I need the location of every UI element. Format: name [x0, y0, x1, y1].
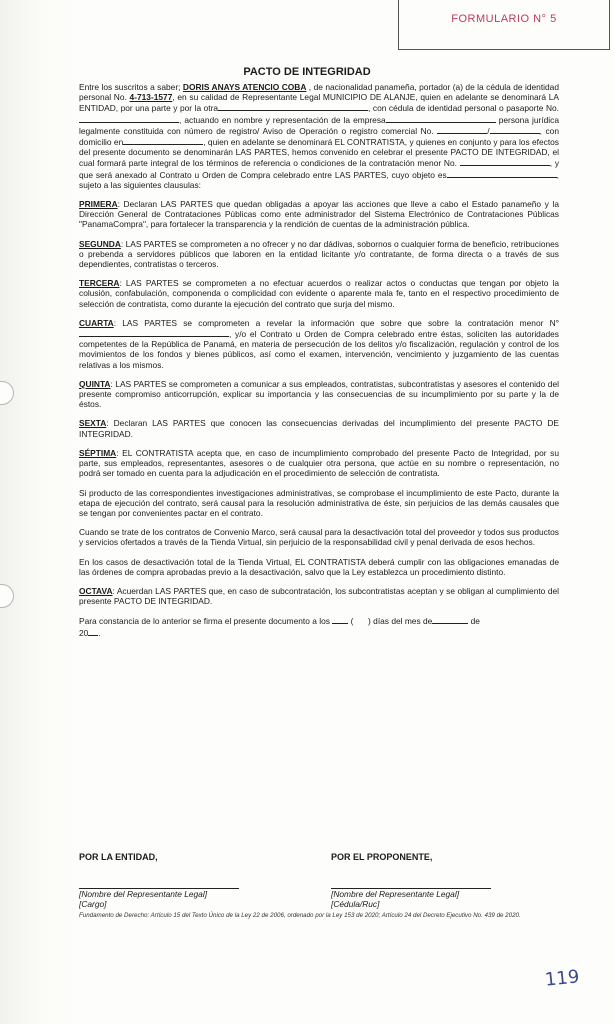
clause-text: : LAS PARTES se comprometen a no ofrecer y no dar dádivas, sobornos o cualquier forma de beneficio, retribuciones o prebenda a servidores públicos que laboren en la entidad licitante y/o contratante, de forma directa o a través de sus dependientes, contratistas o terceros.	[79, 238, 559, 270]
clause-text: : LAS PARTES se comprometen a no efectuar acuerdos o realizar actos o conductas que tengan por objeto la colusión, confabulación, componenda o complicidad con evidente o aparente mala fe, tanto en el respectivo procedimiento de selección de contratista, como durante la ejecución del contrato que surja del mismo.	[79, 278, 559, 309]
clause-text: : EL CONTRATISTA acepta que, en caso de incumplimiento comprobado del presente Pacto de Integridad, por su parte, sus empleados, representantes, asesores o de cualquier otra persona, que actúe en su nombre o representación, no podrá ser tomado en cuenta para la adjudicación en el procedimiento de selección de contratista.	[79, 447, 559, 479]
blank-field[interactable]	[79, 328, 229, 337]
clause-primera	[79, 199, 559, 230]
constancia-text: .	[98, 627, 101, 638]
paragraph-convenio-marco: Cuando se trate de los contratos de Convenio Marco, será causal para la desactivación total del proveedor y todos sus productos y servicios ofertados a través de la Tienda Virtual, sin perjuicio de la responsabilidad civil y penal derivada de esos hechos.	[79, 527, 559, 548]
constancia-text: (	[350, 616, 354, 627]
blank-field[interactable]	[332, 615, 348, 624]
intro-text: /	[487, 125, 490, 136]
clause-text: : Acuerdan LAS PARTES que, en caso de subcontratación, los subcontratistas aceptan y se obligan al cumplimiento del presente PACTO DE INTEGRIDAD.	[79, 585, 559, 607]
constancia-text: Para constancia de lo anterior se firma el presente documento a los	[79, 616, 330, 627]
blank-field[interactable]	[79, 114, 179, 123]
paragraph-resolucion: Si producto de las correspondientes investigaciones administrativas, se comprobase el incumplimiento de este Pacto, durante la etapa de ejecución del contrato, será causal para la resolución administrativa de éste, sin perjuicios de las demás causales que se tengan por convenientes pactar en el contrato.	[79, 487, 559, 518]
clause-label: SEXTA	[79, 418, 107, 429]
clause-text: : Declaran LAS PARTES que quedan obligadas a apoyar las acciones que lleve a cabo el Estado panameño y la Dirección General de Contrataciones Públicas como ente administrador del Sistema Electrónico de Contrataciones Públicas "PanamaCompra", para fortalecer la transparencia y la rendición de cuentas de la administración pública.	[79, 199, 559, 230]
blank-field[interactable]	[123, 136, 203, 145]
signature-entidad	[79, 852, 239, 909]
blank-field[interactable]	[218, 102, 368, 111]
representative-cedula: 4-713-1577	[129, 92, 173, 103]
clause-label: QUINTA	[79, 378, 111, 389]
blank-field[interactable]	[460, 157, 550, 166]
signature-name-label: [Nombre del Representante Legal]	[79, 889, 208, 899]
clause-septima	[79, 448, 559, 479]
signature-heading: POR LA ENTIDAD,	[79, 852, 158, 862]
blank-field[interactable]	[432, 615, 468, 624]
clause-octava	[79, 586, 559, 606]
clause-sexta	[79, 418, 559, 438]
legal-footnote: Fundamento de Derecho: Artículo 15 del Texto Único de la Ley 22 de 2006, ordenado por la Ley 153 de 2020; Artículo 24 del Decreto Ejecutivo No. 439 de 2020.	[79, 912, 521, 919]
constancia-text: de	[470, 616, 480, 627]
clause-text: : Declaran LAS PARTES que conocen las consecuencias derivadas del incumplimiento del presente PACTO DE INTEGRIDAD.	[79, 418, 559, 439]
constancia-text: 20	[79, 627, 89, 638]
signature-id-label: [Cédula/Ruc]	[331, 899, 380, 909]
blank-field[interactable]	[437, 125, 490, 136]
clause-label: CUARTA	[79, 317, 114, 328]
constancia-text: ) días del mes de	[368, 616, 433, 627]
signature-role-label: [Cargo]	[79, 899, 107, 909]
blank-field[interactable]	[447, 169, 557, 178]
clause-tercera	[79, 278, 559, 309]
intro-text: , de nacionalidad panameña, portador (a) de la cédula de identidad personal No.	[79, 82, 559, 103]
intro-paragraph	[79, 82, 559, 190]
clause-text: , y/o el Contrato u Orden de Compra celebrado entre éstas, soliciten las autoridades competentes de la República de Panamá, en materia de persecución de los delitos y/o fiscalización, regulación y control de los movimientos de los fondos y bienes públicos, así como el examen, intervención, vencimiento y juzgamiento de las cuentas relativas a los mismos.	[79, 329, 559, 370]
blank-field[interactable]	[88, 627, 101, 638]
blank-field[interactable]	[386, 114, 496, 123]
clause-label: TERCERA	[79, 278, 120, 289]
representative-name: DORIS ANAYS ATENCIO COBA	[182, 82, 307, 92]
intro-text: persona jurídica legalmente constituida con número de registro/ Aviso de Operación o registro comercial No.	[79, 114, 560, 136]
clause-cuarta	[79, 318, 559, 370]
intro-text: , en su calidad de Representante Legal MUNICIPIO DE ALANJE, quien en adelante se denominará LA ENTIDAD, por una parte y por la otra	[79, 92, 560, 114]
paragraph-desactivacion: En los casos de desactivación total de la Tienda Virtual, EL CONTRATISTA deberá cumplir con las obligaciones emanadas de las órdenes de compra aprobadas previo a la desactivación, salvo que la Ley establezca un procedimiento distinto.	[79, 556, 559, 577]
clause-label: PRIMERA	[79, 199, 118, 210]
clause-text: : LAS PARTES se comprometen a comunicar a sus empleados, contratistas, subcontratistas y asesores el contenido del presente compromiso anticorrupción, explicar su importancia y las consecuencias de su incumplimiento por su parte y la de éstos.	[79, 378, 559, 410]
signature-name-label: [Nombre del Representante Legal]	[331, 889, 460, 899]
constancia-paragraph	[79, 615, 559, 637]
form-number-box	[398, 0, 610, 50]
form-number-label: FORMULARIO N° 5	[451, 13, 557, 25]
document-body	[79, 82, 559, 647]
intro-text: Entre los suscritos a saber;	[79, 82, 183, 92]
document-title: PACTO DE INTEGRIDAD	[243, 66, 371, 78]
handwritten-page-number: 119	[543, 966, 581, 991]
intro-text: , actuando en nombre y representación de la empresa	[179, 114, 386, 125]
intro-text: , sujeto a las siguientes clausulas:	[79, 169, 559, 190]
intro-text: , y que será anexado al Contrato u Orden de Compra celebrado entre LAS PARTES, cuyo objeto es	[79, 158, 560, 180]
clause-text: : LAS PARTES se comprometen a revelar la información que sobre que sobre la contratación menor N°	[113, 317, 559, 328]
signature-proponente	[331, 852, 491, 909]
blank-field[interactable]	[490, 125, 540, 134]
clause-label: SÉPTIMA	[79, 447, 117, 458]
signature-heading: POR EL PROPONENTE,	[331, 852, 433, 862]
clause-quinta	[79, 379, 559, 410]
clause-segunda	[79, 239, 559, 270]
intro-text: , quien en adelante se denominará EL CONTRATISTA, y quienes en conjunto y para los efectos del presente documento se denominarán LAS PARTES, hemos convenido en celebrar el presente PACTO DE INTEGRIDAD, el cual formará parte integral de los términos de referencia o condiciones de la contratación menor No.	[79, 137, 559, 169]
clause-label: OCTAVA	[79, 585, 113, 596]
intro-text: , con cédula de identidad personal o pasaporte No.	[368, 103, 559, 114]
intro-text: , con domicilio en	[79, 125, 559, 148]
clause-label: SEGUNDA	[79, 238, 121, 249]
